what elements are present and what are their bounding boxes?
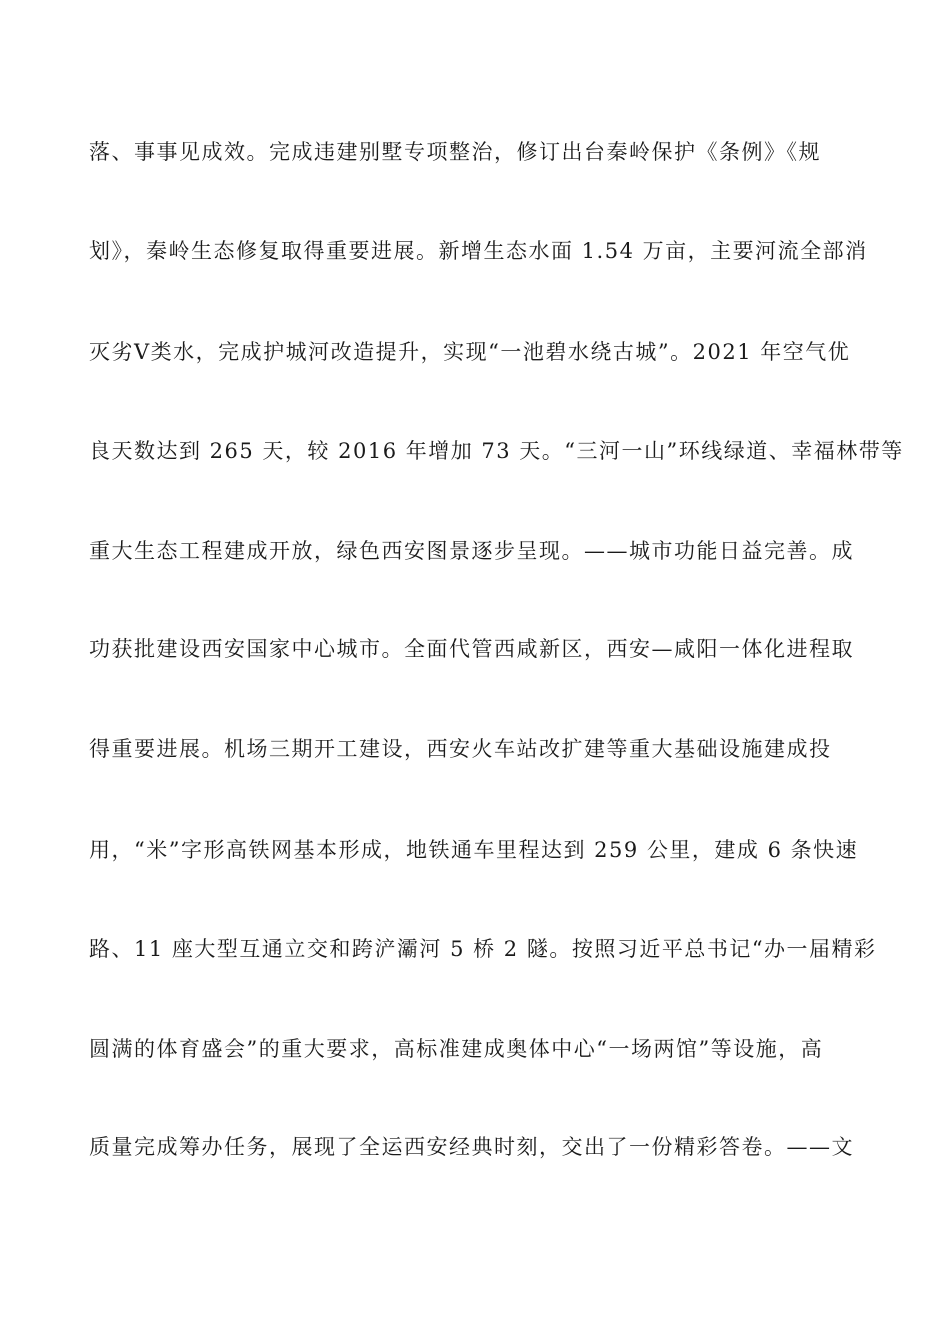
text-line-5: 重大生态工程建成开放，绿色西安图景逐步呈现。——城市功能日益完善。成 — [89, 539, 854, 563]
text-line-2: 划》，秦岭生态修复取得重要进展。新增生态水面 1.54 万亩，主要河流全部消 — [89, 239, 868, 263]
text-line-1: 落、事事见成效。完成违建别墅专项整治，修订出台秦岭保护《条例》《规 — [89, 140, 821, 164]
text-line-4: 良天数达到 265 天，较 2016 年增加 73 天。“三河一山”环线绿道、幸福林带等 — [89, 439, 904, 463]
text-line-7: 得重要进展。机场三期开工建设，西安火车站改扩建等重大基础设施建成投 — [89, 737, 832, 761]
text-line-10: 圆满的体育盛会”的重大要求，高标准建成奥体中心“一场两馆”等设施，高 — [89, 1037, 824, 1061]
text-line-11: 质量完成筹办任务，展现了全运西安经典时刻，交出了一份精彩答卷。——文 — [89, 1135, 854, 1159]
text-line-3: 灭劣Ⅴ类水，完成护城河改造提升，实现“一池碧水绕古城”。2021 年空气优 — [89, 340, 851, 364]
text-line-9: 路、11 座大型互通立交和跨浐灞河 5 桥 2 隧。按照习近平总书记“办一届精彩 — [89, 937, 877, 961]
text-line-8: 用，“米”字形高铁网基本形成，地铁通车里程达到 259 公里，建成 6 条快速 — [89, 838, 859, 862]
text-line-6: 功获批建设西安国家中心城市。全面代管西咸新区，西安—咸阳一体化进程取 — [89, 637, 854, 661]
